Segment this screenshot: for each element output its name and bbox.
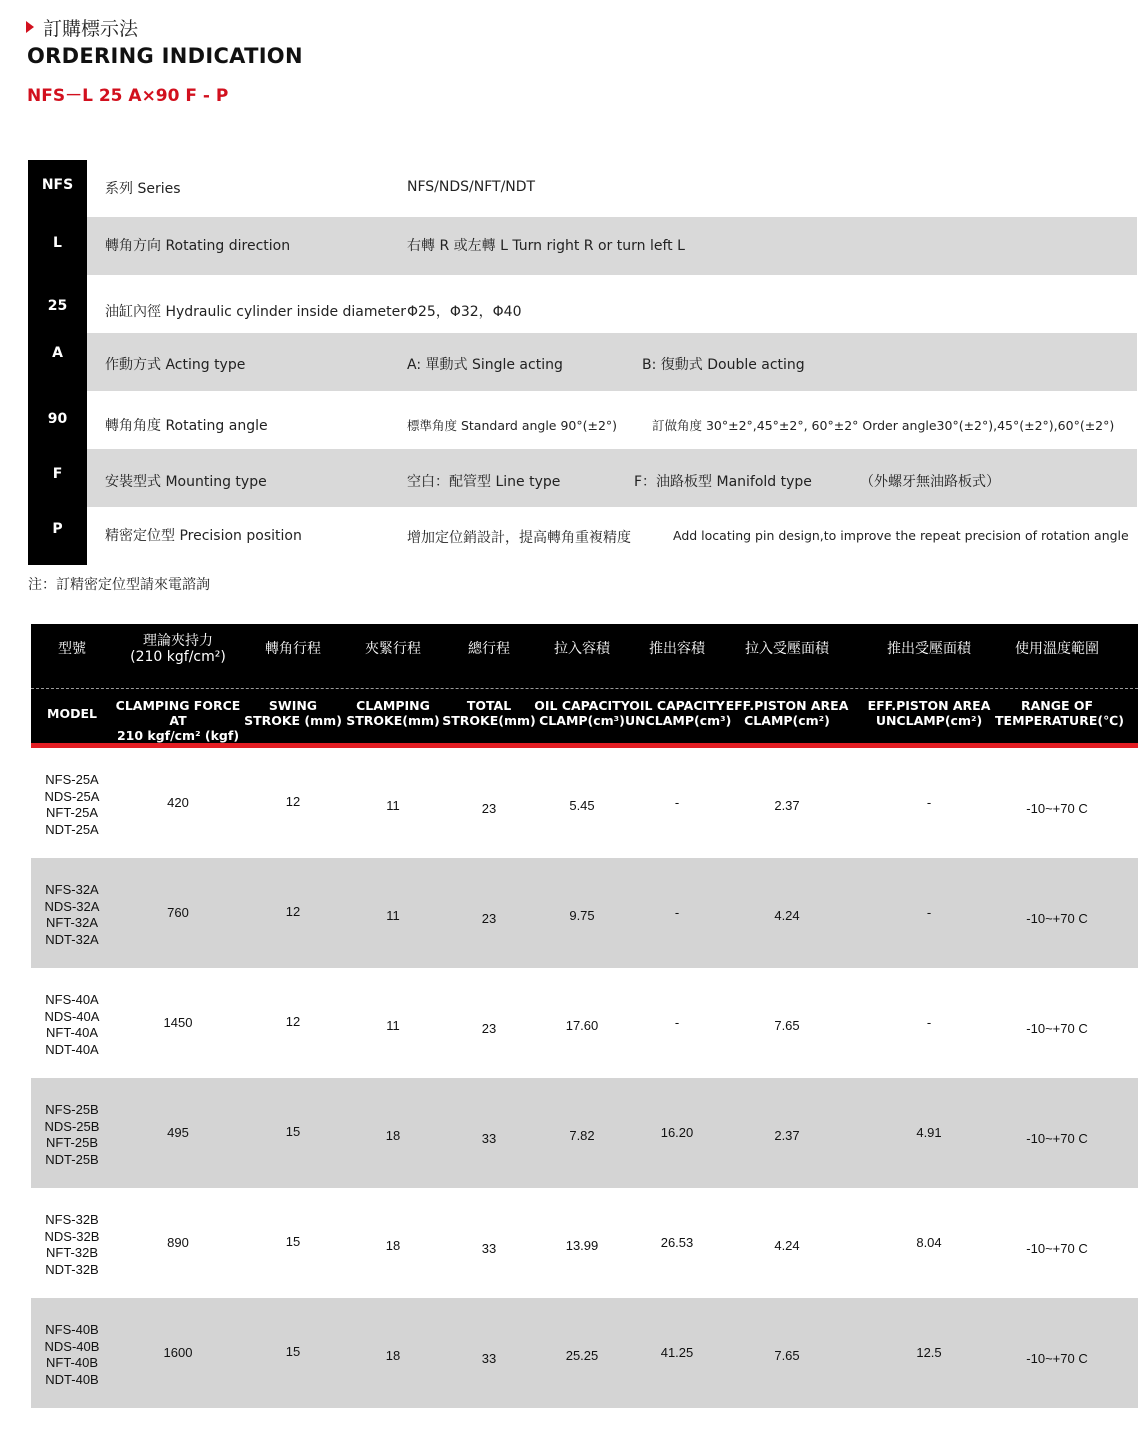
- cell-total: 33: [481, 1241, 497, 1256]
- cell-oil-unclamp: 16.20: [660, 1125, 694, 1140]
- cell-clamp: 18: [385, 1238, 401, 1253]
- order-code-example: NFS－L 25 A×90 F - P: [27, 86, 229, 106]
- cell-area-clamp: 7.65: [774, 1018, 800, 1033]
- cell-area-unclamp: -: [926, 905, 932, 920]
- cell-clamp: 11: [386, 1018, 400, 1033]
- section-heading: [26, 14, 138, 40]
- model-number: NDT-32A: [45, 931, 99, 947]
- cell-swing: 12: [285, 794, 301, 809]
- model-number: NFS-40A: [45, 992, 99, 1007]
- cell-swing: 15: [285, 1124, 301, 1139]
- cell-clamp: 11: [386, 908, 400, 923]
- cell-area-clamp: 4.24: [774, 1238, 800, 1253]
- spec-value-2: Add locating pin design,to improve the repeat precision of rotation angle: [673, 528, 1129, 543]
- heading-en: ORDERING INDICATION: [27, 44, 303, 68]
- header-temperature: 使用溫度範圍 RANGE OF TEMPERATURE(℃): [995, 641, 1124, 728]
- header-clamping-force: 理論夾持力 (210 kgf/cm²) CLAMPING FORCE AT 210 kgf/cm² (kgf): [115, 633, 241, 743]
- ordering-spec-table: [28, 160, 1137, 565]
- cell-total: 23: [481, 801, 497, 816]
- cell-oil-unclamp: 41.25: [660, 1345, 694, 1360]
- cell-area-unclamp: -: [926, 1015, 932, 1030]
- spec-code: 25: [28, 275, 87, 333]
- table-row: [31, 1298, 1138, 1408]
- model-number: NDS-32B: [44, 1228, 100, 1244]
- cell-swing: 15: [285, 1234, 301, 1249]
- cell-total: 33: [481, 1351, 497, 1366]
- model-number: NFS-25A: [45, 772, 99, 787]
- cell-total: 23: [481, 1021, 497, 1036]
- cell-temp: -10~+70 C: [1026, 1131, 1088, 1146]
- spec-label: 安裝型式 Mounting type: [105, 474, 267, 490]
- cell-force: 760: [167, 905, 189, 920]
- spec-row-angle: [28, 391, 1137, 449]
- model-number: NFT-25B: [45, 1135, 98, 1150]
- model-numbers: [31, 882, 113, 948]
- cell-oil-clamp: 13.99: [565, 1238, 599, 1253]
- model-number: NFS-25B: [45, 1102, 99, 1117]
- cell-swing: 12: [285, 904, 301, 919]
- model-number: NFT-32B: [45, 1245, 98, 1260]
- table-row: [31, 858, 1138, 968]
- header-swing-stroke: 轉角行程 SWING STROKE (mm): [244, 641, 342, 728]
- spec-value: 標準角度 Standard angle 90°(±2°): [407, 418, 618, 433]
- model-number: NDT-25A: [45, 821, 99, 837]
- model-number: NDT-40B: [45, 1371, 99, 1387]
- cell-area-unclamp: -: [926, 795, 932, 810]
- spec-label: 作動方式 Acting type: [105, 357, 246, 373]
- header-model: 型號 MODEL: [47, 641, 97, 721]
- spec-code: P: [28, 507, 87, 565]
- cell-area-clamp: 4.24: [774, 908, 800, 923]
- model-number: NFS-32B: [45, 1212, 99, 1227]
- header-oil-capacity-unclamp: 推出容積 OIL CAPACITY UNCLAMP(cm³): [625, 641, 732, 728]
- cell-temp: -10~+70 C: [1026, 1351, 1088, 1366]
- cell-swing: 15: [285, 1344, 301, 1359]
- spec-code: L: [28, 217, 87, 275]
- model-numbers: [31, 1212, 113, 1278]
- spec-value: 右轉 R 或左轉 L Turn right R or turn left L: [407, 238, 685, 254]
- cell-area-unclamp: 12.5: [916, 1345, 942, 1360]
- cell-oil-clamp: 25.25: [565, 1348, 599, 1363]
- model-number: NFS-32A: [45, 882, 99, 897]
- spec-label: 精密定位型 Precision position: [105, 528, 302, 544]
- spec-value-2: B: 復動式 Double acting: [642, 357, 805, 373]
- model-number: NDS-25B: [44, 1118, 100, 1134]
- spec-row-series: [28, 160, 1137, 217]
- cell-force: 1450: [163, 1015, 193, 1030]
- header-piston-area-clamp: 拉入受壓面積 EFF.PISTON AREA CLAMP(cm²): [725, 641, 849, 728]
- cell-area-unclamp: 4.91: [916, 1125, 942, 1140]
- spec-value: A: 單動式 Single acting: [407, 357, 563, 373]
- cell-area-clamp: 7.65: [774, 1348, 800, 1363]
- header-piston-area-unclamp: 推出受壓面積 EFF.PISTON AREA UNCLAMP(cm²): [867, 641, 991, 728]
- table-row: [31, 968, 1138, 1078]
- cell-total: 23: [481, 911, 497, 926]
- cell-oil-clamp: 7.82: [569, 1128, 595, 1143]
- cell-oil-unclamp: -: [674, 1015, 680, 1030]
- model-number: NDS-25A: [44, 788, 100, 804]
- model-numbers: [31, 772, 113, 838]
- model-spec-table: [31, 624, 1138, 1408]
- model-numbers: [31, 1322, 113, 1388]
- spec-value-3: （外螺牙無油路板式）: [860, 474, 1000, 490]
- cell-force: 890: [167, 1235, 189, 1250]
- table-body: [31, 748, 1138, 1408]
- cell-force: 1600: [163, 1345, 193, 1360]
- spec-row-diameter: [28, 275, 1137, 333]
- table-row: [31, 748, 1138, 858]
- model-number: NDS-40B: [44, 1338, 100, 1354]
- spec-label: 油缸內徑 Hydraulic cylinder inside diameter: [105, 304, 406, 320]
- spec-code: F: [28, 449, 87, 507]
- header-oil-capacity-clamp: 拉入容積 OIL CAPACITY CLAMP(cm³): [534, 641, 630, 728]
- spec-value: Φ25，Φ32，Φ40: [407, 304, 522, 320]
- ordering-note: 注：訂精密定位型請來電諮詢: [28, 577, 210, 593]
- cell-area-unclamp: 8.04: [916, 1235, 942, 1250]
- model-number: NDT-32B: [45, 1261, 99, 1277]
- cell-force: 420: [167, 795, 189, 810]
- table-row: [31, 1078, 1138, 1188]
- cell-oil-clamp: 17.60: [565, 1018, 599, 1033]
- triangle-bullet-icon: [26, 21, 34, 33]
- cell-temp: -10~+70 C: [1026, 801, 1088, 816]
- model-number: NDT-40A: [45, 1041, 99, 1057]
- spec-code: NFS: [28, 160, 87, 217]
- cell-clamp: 18: [385, 1128, 401, 1143]
- model-number: NDS-40A: [44, 1008, 100, 1024]
- model-number: NFT-32A: [45, 915, 98, 930]
- spec-row-mounting: [28, 449, 1137, 507]
- model-number: NFT-25A: [45, 805, 98, 820]
- cell-oil-unclamp: 26.53: [660, 1235, 694, 1250]
- cell-oil-clamp: 5.45: [569, 798, 595, 813]
- spec-value: NFS/NDS/NFT/NDT: [407, 179, 536, 195]
- spec-label: 轉角角度 Rotating angle: [105, 418, 268, 434]
- model-number: NDT-25B: [45, 1151, 99, 1167]
- table-header: [31, 624, 1138, 748]
- cell-oil-unclamp: -: [674, 905, 680, 920]
- cell-oil-unclamp: -: [674, 795, 680, 810]
- cell-area-clamp: 2.37: [774, 1128, 800, 1143]
- model-number: NDS-32A: [44, 898, 100, 914]
- spec-code: 90: [28, 391, 87, 449]
- model-number: NFT-40B: [45, 1355, 98, 1370]
- cell-swing: 12: [285, 1014, 301, 1029]
- header-total-stroke: 總行程 TOTAL STROKE(mm): [442, 641, 536, 728]
- cell-area-clamp: 2.37: [774, 798, 800, 813]
- spec-code: A: [28, 333, 87, 391]
- model-number: NFT-40A: [45, 1025, 98, 1040]
- cell-temp: -10~+70 C: [1026, 911, 1088, 926]
- heading-zh: 訂購標示法: [43, 17, 139, 40]
- cell-temp: -10~+70 C: [1026, 1021, 1088, 1036]
- model-number: NFS-40B: [45, 1322, 99, 1337]
- spec-value-2: 訂做角度 30°±2°,45°±2°, 60°±2° Order angle30°(±2°),45°(±2°),60°(±2°): [652, 418, 1115, 433]
- cell-clamp: 11: [386, 798, 400, 813]
- spec-value-2: F：油路板型 Manifold type: [634, 474, 812, 490]
- header-clamping-stroke: 夾緊行程 CLAMPING STROKE(mm): [346, 641, 440, 728]
- table-row: [31, 1188, 1138, 1298]
- cell-clamp: 18: [385, 1348, 401, 1363]
- spec-row-acting-type: [28, 333, 1137, 391]
- spec-row-precision: [28, 507, 1137, 565]
- model-numbers: [31, 1102, 113, 1168]
- model-numbers: [31, 992, 113, 1058]
- cell-force: 495: [167, 1125, 189, 1140]
- cell-oil-clamp: 9.75: [569, 908, 595, 923]
- spec-value: 增加定位銷設計，提高轉角重複精度: [407, 530, 631, 546]
- spec-row-direction: [28, 217, 1137, 275]
- cell-temp: -10~+70 C: [1026, 1241, 1088, 1256]
- cell-total: 33: [481, 1131, 497, 1146]
- spec-label: 轉角方向 Rotating direction: [105, 238, 291, 254]
- spec-label: 系列 Series: [105, 181, 181, 197]
- spec-value: 空白：配管型 Line type: [407, 474, 561, 490]
